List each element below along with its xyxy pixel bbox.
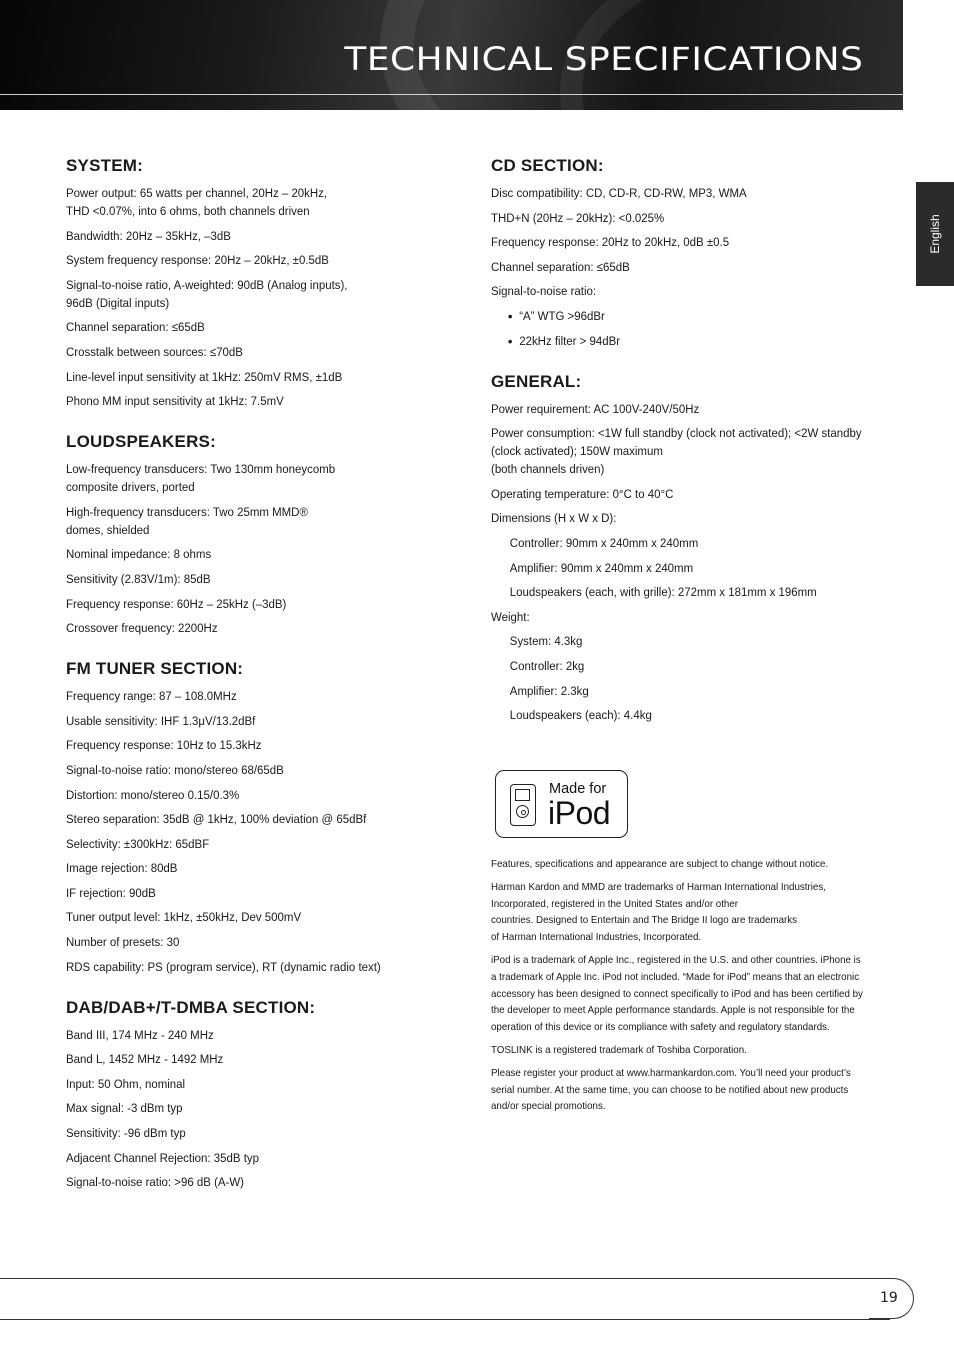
spec-item: Dimensions (H x W x D): <box>491 511 617 526</box>
spec-item: Crosstalk between sources: ≤70dB <box>66 344 243 359</box>
section-heading: CD SECTION: <box>491 156 604 175</box>
spec-item: Line-level input sensitivity at 1kHz: 250mV RMS, ±1dB <box>66 369 343 384</box>
spec-item: Low-frequency transducers: Two 130mm honeycomb composite drivers, ported <box>66 462 336 495</box>
system-section <box>66 156 446 410</box>
spec-bullet-item: • “A” WTG >96dBr <box>491 307 938 325</box>
right-column <box>491 156 911 746</box>
fine-print-paragraph: iPod is a trademark of Apple Inc., registered in the U.S. and other countries. iPhone is a trademark of Apple Inc. iPod not included. “Made for iPod” means that an electronic accessory has been designed to connect specifically to iPod and has been certified by the developer to meet Apple performance standards. Apple is not responsible for the operation of this device or its compliance with safety and regulatory standards. <box>491 955 863 1033</box>
spec-item: Frequency range: 87 – 108.0MHz <box>66 689 237 704</box>
spec-subitem: Controller: 2kg <box>509 658 585 673</box>
spec-subitem: Amplifier: 2.3kg <box>509 683 589 698</box>
spec-item: Frequency response: 60Hz – 25kHz (–3dB) <box>66 596 287 611</box>
cd-section <box>491 156 911 350</box>
spec-item: Operating temperature: 0°C to 40°C <box>491 486 674 501</box>
spec-item: Band III, 174 MHz - 240 MHz <box>66 1027 214 1042</box>
spec-item: Weight: <box>491 609 530 624</box>
fine-print-paragraph: Harman Kardon and MMD are trademarks of Harman International Industries, Incorporated, registered in the United States and/or other countries. Designed to Entertain and The Bridge II logo are trademarks of Harman International Industries, Incorporated. <box>491 882 826 944</box>
spec-item: Power requirement: AC 100V-240V/50Hz <box>491 401 700 416</box>
spec-bullet-item: • 22kHz filter > 94dBr <box>491 332 938 350</box>
spec-item: Signal-to-noise ratio: mono/stereo 68/65dB <box>66 762 284 777</box>
spec-item: Input: 50 Ohm, nominal <box>66 1076 186 1091</box>
spec-item: IF rejection: 90dB <box>66 885 156 900</box>
spec-subitem: Controller: 90mm x 240mm x 240mm <box>509 535 699 550</box>
badge-line1: Made for <box>549 781 607 797</box>
spec-item: Frequency response: 10Hz to 15.3kHz <box>66 738 262 753</box>
spec-item: Selectivity: ±300kHz: 65dBF <box>66 836 210 851</box>
spec-item: THD+N (20Hz – 20kHz): <0.025% <box>491 210 665 225</box>
spec-item: Usable sensitivity: IHF 1.3μV/13.2dBf <box>66 713 256 728</box>
spec-item: Bandwidth: 20Hz – 35kHz, –3dB <box>66 228 231 243</box>
spec-item: RDS capability: PS (program service), RT (dynamic radio text) <box>66 959 381 974</box>
spec-item: Signal-to-noise ratio, A-weighted: 90dB (Analog inputs), 96dB (Digital inputs) <box>66 277 348 310</box>
fine-print <box>491 857 891 1123</box>
spec-item: Channel separation: ≤65dB <box>66 320 205 335</box>
loudspeakers-section <box>66 432 446 637</box>
spec-subitem: Loudspeakers (each, with grille): 272mm x 181mm x 196mm <box>509 585 817 600</box>
page-number: 19 <box>880 1290 898 1306</box>
spec-item: Crossover frequency: 2200Hz <box>66 621 218 636</box>
spec-item: Power output: 65 watts per channel, 20Hz – 20kHz, THD <0.07%, into 6 ohms, both channels driven <box>66 186 328 218</box>
spec-item: Band L, 1452 MHz - 1492 MHz <box>66 1052 224 1067</box>
language-tab <box>916 182 954 286</box>
fine-print-paragraph: TOSLINK is a registered trademark of Toshiba Corporation. <box>491 1045 747 1056</box>
page-header-banner <box>0 0 903 110</box>
spec-item: Nominal impedance: 8 ohms <box>66 547 212 562</box>
page-title: TECHNICAL SPECIFICATIONS <box>343 40 863 78</box>
spec-subitem: Loudspeakers (each): 4.4kg <box>509 708 652 723</box>
made-for-ipod-logo <box>495 770 628 838</box>
section-heading: GENERAL: <box>491 371 582 391</box>
left-column <box>66 156 446 1213</box>
spec-item: System frequency response: 20Hz – 20kHz, ±0.5dB <box>66 253 329 268</box>
spec-item: Channel separation: ≤65dB <box>491 259 630 274</box>
spec-item: Number of presets: 30 <box>66 935 180 950</box>
spec-item: Stereo separation: 35dB @ 1kHz, 100% deviation @ 65dBf <box>66 812 367 827</box>
fine-print-paragraph: Features, specifications and appearance are subject to change without notice. <box>491 859 829 870</box>
section-heading: LOUDSPEAKERS: <box>66 432 216 452</box>
header-rule <box>0 94 903 95</box>
footer-rule <box>0 1319 890 1320</box>
spec-item: Max signal: -3 dBm typ <box>66 1101 183 1116</box>
spec-item: Frequency response: 20Hz to 20kHz, 0dB ±0.5 <box>491 235 730 250</box>
spec-item: Distortion: mono/stereo 0.15/0.3% <box>66 787 240 802</box>
section-heading: FM TUNER SECTION: <box>66 659 244 679</box>
spec-item: Phono MM input sensitivity at 1kHz: 7.5mV <box>66 394 284 409</box>
spec-item: Sensitivity: -96 dBm typ <box>66 1126 186 1141</box>
spec-item: Tuner output level: 1kHz, ±50kHz, Dev 500mV <box>66 910 302 925</box>
section-heading: DAB/DAB+/T-DMBA SECTION: <box>66 997 316 1017</box>
spec-item: Disc compatibility: CD, CD-R, CD-RW, MP3, WMA <box>491 186 747 200</box>
fm-tuner-section <box>66 659 446 976</box>
fine-print-paragraph: Please register your product at www.harmankardon.com. You’ll need your product’s serial number. At the same time, you can choose to be notified about new products and/or special promotions. <box>491 1068 851 1113</box>
spec-item: High-frequency transducers: Two 25mm MMD® domes, shielded <box>66 504 308 537</box>
language-tab-label: English <box>928 214 942 254</box>
spec-subitem: System: 4.3kg <box>509 634 583 649</box>
general-section <box>491 372 911 725</box>
spec-item: Signal-to-noise ratio: <box>491 284 597 299</box>
spec-item: Adjacent Channel Rejection: 35dB typ <box>66 1150 259 1165</box>
spec-item: Image rejection: 80dB <box>66 861 178 876</box>
spec-item: Power consumption: <1W full standby (clock not activated); <2W standby (clock activated); 150W maximum (both channels driven) <box>491 426 862 477</box>
spec-item: Sensitivity (2.83V/1m): 85dB <box>66 571 211 586</box>
section-heading: SYSTEM: <box>66 156 143 175</box>
spec-item: Signal-to-noise ratio: >96 dB (A-W) <box>66 1175 244 1190</box>
spec-subitem: Amplifier: 90mm x 240mm x 240mm <box>509 560 694 575</box>
footer-rule <box>0 1278 890 1279</box>
dab-section <box>66 998 446 1192</box>
badge-line2: iPod <box>548 795 611 831</box>
ipod-device-icon <box>510 784 536 826</box>
